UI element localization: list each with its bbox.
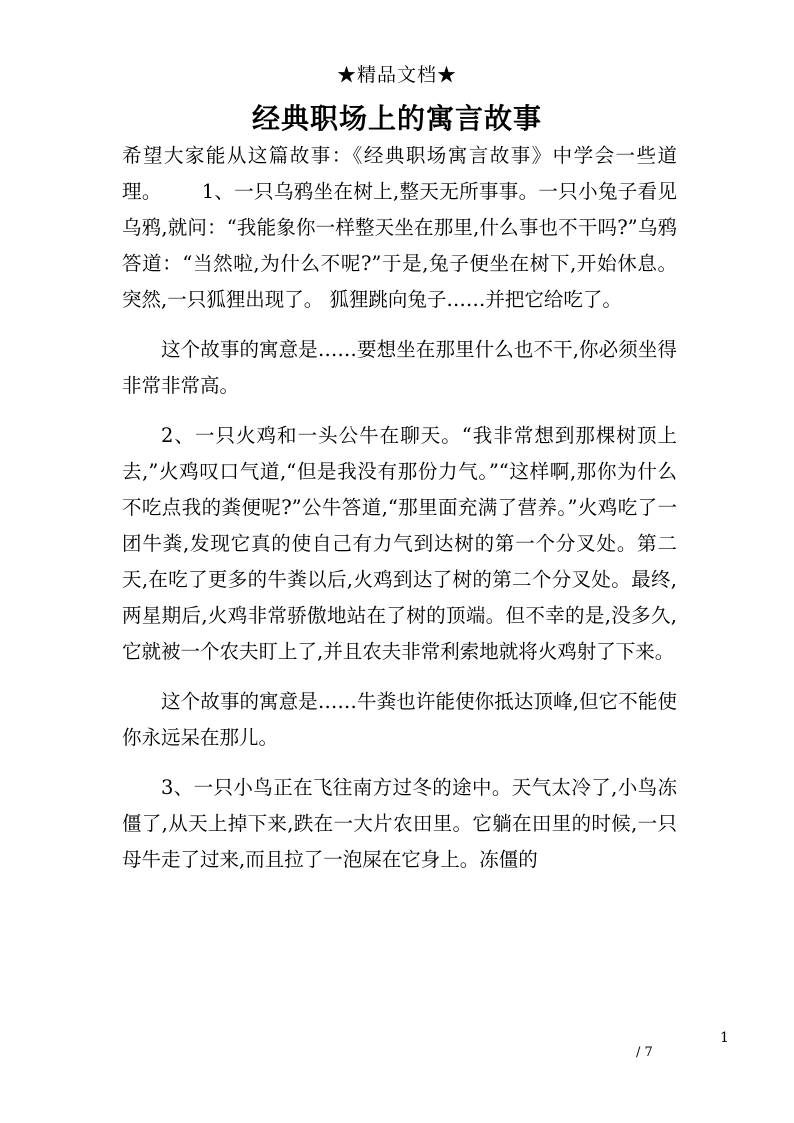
document-body (122, 138, 677, 878)
intro-paragraph (122, 138, 677, 318)
moral-2-paragraph: 这个故事的寓意是……牛粪也许能使你抵达顶峰,但它不能使你永远呆在那儿。 (122, 690, 677, 749)
story-1-text: 1、一只乌鸦坐在树上,整天无所事事。一只小兔子看见乌鸦,就问：“我能象你一样整天坐在那里,什么事也不干吗?”乌鸦答道：“当然啦,为什么不呢?”于是,兔子便坐在树下,开始休息。突然,一只狐狸出现了。 狐狸跳向兔子……并把它给吃了。 (122, 180, 677, 311)
story-2-paragraph: 2、一只火鸡和一头公牛在聊天。“我非常想到那棵树顶上去,”火鸡叹口气道,“但是我没有那份力气。”“这样啊,那你为什么不吃点我的粪便呢?”公牛答道,“那里面充满了营养。”火鸡吃了一团牛粪,发现它真的使自己有力气到达树的第一个分叉处。第二天,在吃了更多的牛粪以后,火鸡到达了树的第二个分叉处。最终,两星期后,火鸡非常骄傲地站在了树的顶端。但不幸的是,没多久,它就被一个农夫盯上了,并且农夫非常利索地就将火鸡射了下来。 (122, 424, 677, 663)
page-number: 1 (720, 1030, 729, 1046)
page-total: / 7 (636, 1045, 653, 1060)
document-title: 经典职场上的寓言故事 (251, 102, 542, 135)
intro-text: 希望大家能从这篇故事：《经典职场寓言故事》中学会一些道理。 (122, 144, 677, 203)
document-header: ★精品文档★ (336, 64, 457, 86)
moral-1-paragraph: 这个故事的寓意是……要想坐在那里什么也不干,你必须坐得非常非常高。 (122, 338, 677, 397)
story-3-paragraph: 3、一只小鸟正在飞往南方过冬的途中。天气太冷了,小鸟冻僵了,从天上掉下来,跌在一大片农田里。它躺在田里的时候,一只母牛走了过来,而且拉了一泡屎在它身上。冻僵的 (122, 776, 677, 871)
